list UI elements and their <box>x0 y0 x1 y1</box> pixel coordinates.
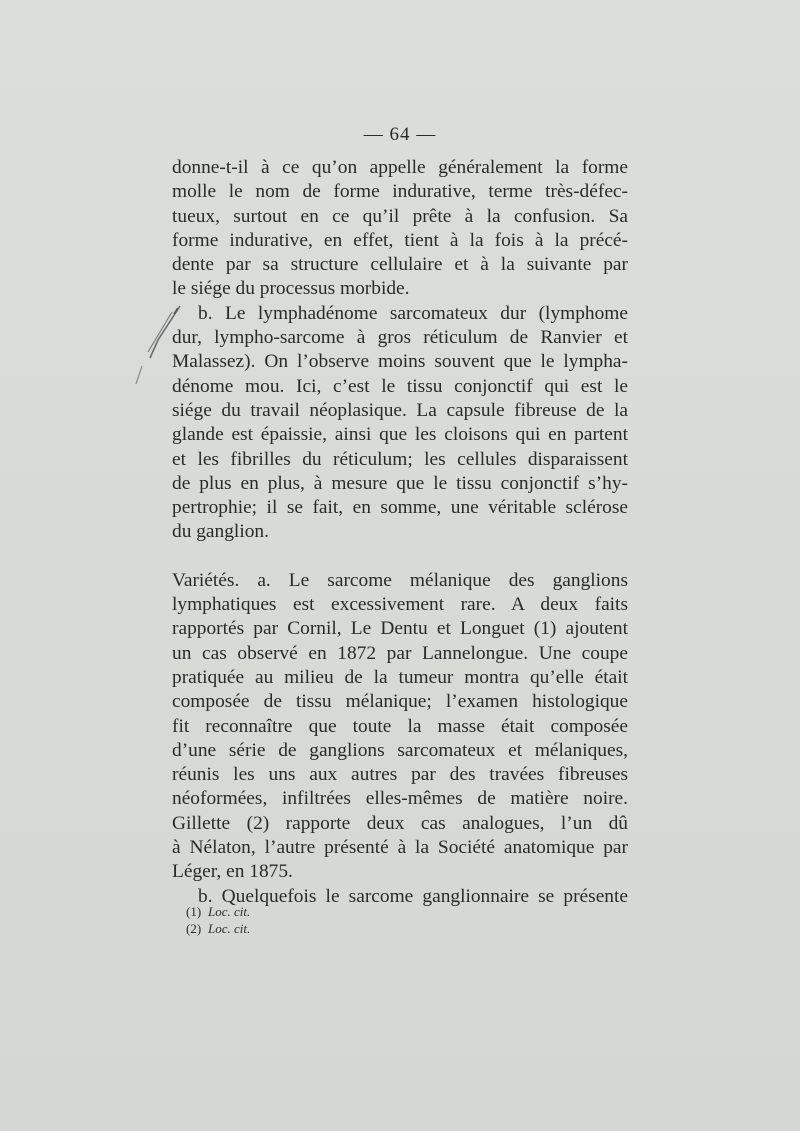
text-line: un cas observé en 1872 par Lannelongue. Une coupe <box>172 642 628 664</box>
text-line: b. Quelquefois le sarcome ganglionnaire se présente <box>198 885 628 907</box>
page-number: — 64 — <box>363 124 437 145</box>
text-line: le siége du processus morbide. <box>172 278 410 300</box>
text-line: siége du travail néoplasique. La capsule fibreuse de la <box>172 399 628 421</box>
text-line: lymphatiques est excessivement rare. A deux faits <box>172 594 628 616</box>
text-line: du ganglion. <box>172 521 269 543</box>
text-line: à Nélaton, l’autre présenté à la Société anatomique par <box>172 837 628 859</box>
text-line: glande est épaissie, ainsi que les cloisons qui en partent <box>172 424 628 446</box>
text-line-content: molle le nom de forme indurative, terme très-défec- <box>172 181 628 203</box>
text-line: de plus en plus, à mesure que le tissu conjonctif s’hy- <box>172 472 628 494</box>
text-line: Variétés. a. Le sarcome mélanique des ganglions <box>172 569 628 591</box>
footnotes <box>186 903 250 937</box>
body-text <box>172 156 628 909</box>
text-line: dénome mou. Ici, c’est le tissu conjonctif qui est le <box>172 375 628 397</box>
text-line: composée de tissu mélanique; l’examen histologique <box>172 691 628 713</box>
text-line: dur, lympho-sarcome à gros réticulum de Ranvier et <box>172 327 628 349</box>
footnote-text: Loc. cit. <box>208 921 251 936</box>
paragraph <box>172 302 628 545</box>
text-line: et les fibrilles du réticulum; les cellules disparaissent <box>172 448 628 470</box>
text-line: fit reconnaître que toute la masse était composée <box>172 715 628 737</box>
text-line: Léger, en 1875. <box>172 861 293 883</box>
paragraph-gap <box>172 545 628 569</box>
text-line: néoformées, infiltrées elles-mêmes de matière noire. <box>172 788 628 810</box>
paragraph <box>172 156 628 302</box>
text-line <box>172 180 628 204</box>
text-line: réunis les uns aux autres par des travées fibreuses <box>172 764 628 786</box>
text-line: donne-t-il à ce qu’on appelle généralement la forme <box>172 157 628 178</box>
text-line: b. Le lymphadénome sarcomateux dur (lymphome <box>198 302 628 324</box>
text-line: Malassez). On l’observe moins souvent que le lympha- <box>172 351 628 373</box>
text-line: dente par sa structure cellulaire et à la suivante par <box>172 254 628 276</box>
text-line: forme indurative, en effet, tient à la fois à la précé- <box>172 229 628 251</box>
text-line: d’une série de ganglions sarcomateux et mélaniques, <box>172 739 628 761</box>
footnote-number: (2) <box>186 921 202 936</box>
footnote-number: (1) <box>186 904 202 919</box>
footnote-text: Loc. cit. <box>208 904 251 919</box>
text-line: tueux, surtout en ce qu’il prête à la confusion. Sa <box>172 205 628 227</box>
text-line: pertrophie; il se fait, en somme, une véritable sclérose <box>172 497 628 519</box>
text-line: Gillette (2) rapporte deux cas analogues, l’un dû <box>172 812 628 834</box>
footnote <box>186 920 250 937</box>
text-line: rapportés par Cornil, Le Dentu et Longuet (1) ajoutent <box>172 618 628 640</box>
paragraph <box>172 569 628 885</box>
text-line: pratiquée au milieu de la tumeur montra qu’elle était <box>172 666 628 688</box>
footnote <box>186 903 250 920</box>
